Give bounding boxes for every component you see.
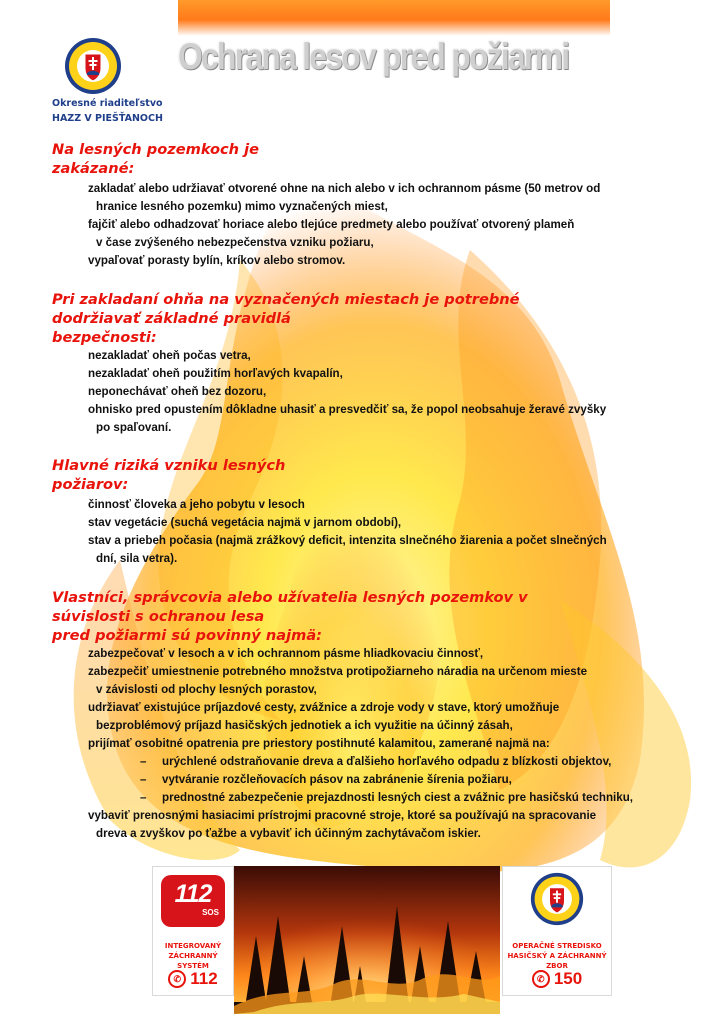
list-item-text: dreva a zvyškov po ťažbe a vybaviť ich účinným zachytávačom iskier. [96,827,481,840]
heading-line: zakázané: [52,160,135,177]
dash-icon: – [140,773,147,786]
list-item [72,645,712,663]
list-item [72,514,702,532]
list-item-text: nezakladať oheň použitím horľavých kvapalín, [88,367,343,380]
list-item-text: vybaviť prenosnými hasiacimi prístrojmi pracovné stroje, ktoré sa používajú na spracovanie [88,809,597,822]
caption-line: HASIČSKÝ A ZÁCHRANNÝ ZBOR [507,952,607,970]
dash-icon: – [140,755,147,768]
hazz-emblem-icon [63,36,123,96]
card-caption [153,941,233,971]
forest-fire-image [234,866,500,1014]
sub-list-item [140,771,712,789]
list-item [72,401,702,437]
list-item-text: dní, sila vetra). [96,552,178,565]
emergency-150-card [502,866,612,996]
list-item [72,496,702,514]
emergency-112-card [152,866,234,996]
phone-number [503,969,611,989]
list-item-text: ohnisko pred opustením dôkladne uhasiť a presvedčiť sa, že popol neobsahuje žeravé zvyšky [88,403,607,416]
list-item [72,365,702,383]
phone-icon: ✆ [168,970,186,988]
list-item-text: zabezpečovať v lesoch a v ich ochrannom pásme hliadkovaciu činnosť, [88,647,484,660]
section-safety-rules [52,290,702,437]
list-item [72,180,702,216]
list-item-text: prijímať osobitné opatrenia pre priestory postihnuté kalamitou, zamerané najmä na: [88,737,550,750]
org-line-1: Okresné riaditeľstvo [52,98,163,109]
caption-line: INTEGROVANÝ [164,942,222,950]
sub-list-item [140,753,712,771]
sub-list [140,753,712,807]
ize-logo [161,875,225,927]
forbidden-list [72,180,702,270]
sub-list-item-text: prednostné zabezpečenie prejazdnosti lesných ciest a zvážnic pre hasičskú techniku, [162,791,633,804]
heading-line: súvislosti s ochranou lesa [52,608,265,625]
sub-list-item-text: vytváranie rozčleňovacích pásov na zabránenie šírenia požiaru, [162,773,512,786]
duties-list [72,645,712,843]
heading-line: dodržiavať základné pravidlá [52,310,291,327]
dash-icon: – [140,791,147,804]
card-caption [503,941,611,971]
section-heading [52,290,702,347]
list-item-text: zakladať alebo udržiavať otvorené ohne na nich alebo v ich ochrannom pásme (50 metrov od [88,182,601,195]
section-heading [52,140,702,178]
caption-line: OPERAČNÉ STREDISKO [512,942,602,950]
heading-line: pred požiarmi sú povinný najmä: [52,627,323,644]
heading-line: Na lesných pozemkoch je [52,141,260,158]
header-color-bar [178,0,610,36]
section-forbidden [52,140,702,270]
sub-list-item [140,789,712,807]
forest-fire-photo [234,866,500,1014]
organization-name [52,96,192,126]
phone-number [153,969,233,989]
page-title: Ochrana lesov pred požiarmi [178,36,569,77]
safety-rules-list [72,347,702,437]
list-item [72,216,702,252]
list-item-text: v závislosti od plochy lesných porastov, [96,683,317,696]
list-item-text: hranice lesného pozemku) mimo vyznačených miest, [96,200,388,213]
section-heading [52,456,702,494]
logo-sos: SOS [202,908,219,917]
sub-list-item-text: urýchlené odstraňovanie dreva a ďalšieho horľavého odpadu z blízkosti objektov, [162,755,612,768]
org-line-2: HAZZ V PIEŠŤANOCH [52,113,163,124]
section-main-risks [52,456,702,568]
list-item-text: stav vegetácie (suchá vegetácia najmä v jarnom období), [88,516,402,529]
hazz-emblem-icon [529,871,585,927]
list-item [72,532,702,568]
phone-icon: ✆ [532,970,550,988]
list-item [72,699,712,735]
list-item [72,807,712,843]
heading-line: Vlastníci, správcovia alebo užívatelia lesných pozemkov v [52,589,528,606]
list-item-text: zabezpečiť umiestnenie potrebného množstva protipožiarneho náradia na určenom mieste [88,665,588,678]
list-item [72,383,702,401]
caption-line: ZÁCHRANNÝ SYSTÉM [168,952,218,970]
list-item-text: neponechávať oheň bez dozoru, [88,385,267,398]
list-item [72,735,712,807]
list-item-text: činnosť človeka a jeho pobytu v lesoch [88,498,305,511]
heading-line: Pri zakladaní ohňa na vyznačených miestach je potrebné [52,291,520,308]
list-item-text: v čase zvýšeného nebezpečenstva vzniku požiaru, [96,236,374,249]
list-item [72,663,712,699]
list-item-text: udržiavať existujúce príjazdové cesty, zvážnice a zdroje vody v stave, ktorý umožňuje [88,701,560,714]
logo-number: 112 [174,880,212,908]
section-owner-duties [52,588,712,843]
heading-line: bezpečnosti: [52,329,157,346]
phone-number-text: 150 [553,969,583,988]
list-item [72,347,702,365]
list-item-text: vypaľovať porasty bylín, kríkov alebo stromov. [88,254,346,267]
list-item-text: stav a priebeh počasia (najmä zrážkový deficit, intenzita slnečného žiarenia a počet slnečných [88,534,607,547]
list-item-text: fajčiť alebo odhadzovať horiace alebo tlejúce predmety alebo používať otvorený plameň [88,218,575,231]
phone-number-text: 112 [190,969,218,988]
list-item-text: po spaľovaní. [96,421,172,434]
risks-list [72,496,702,568]
list-item [72,252,702,270]
list-item-text: nezakladať oheň počas vetra, [88,349,251,362]
section-heading [52,588,712,645]
heading-line: požiarov: [52,476,129,493]
list-item-text: bezproblémový príjazd hasičských jednotiek a ich využitie na účinný zásah, [96,719,513,732]
heading-line: Hlavné riziká vzniku lesných [52,457,286,474]
